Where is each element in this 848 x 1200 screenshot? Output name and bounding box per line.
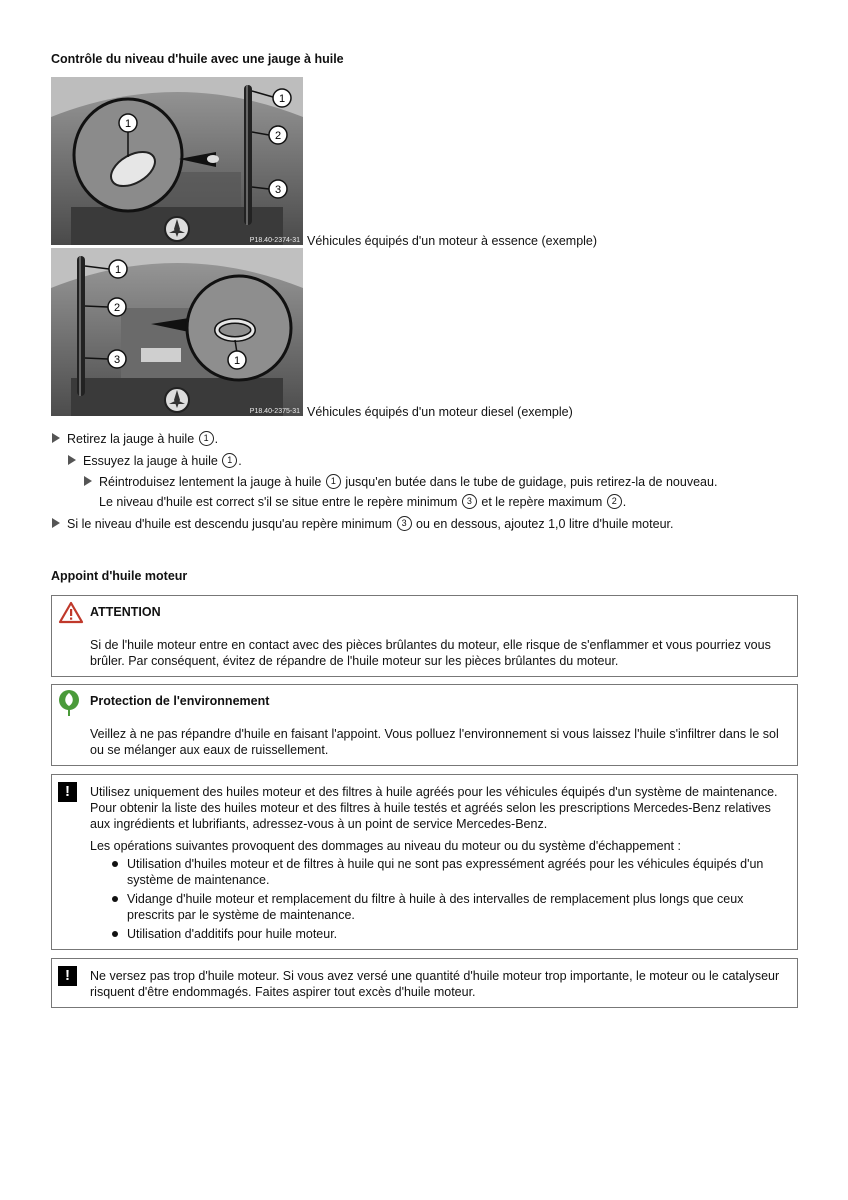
exclamation-icon: ! — [58, 966, 77, 986]
step-3-result — [99, 494, 626, 509]
callout-1-inset: 1 — [233, 355, 241, 367]
callout-ref: 1 — [199, 431, 214, 446]
figure-diesel-engine — [51, 248, 303, 416]
step-text: Le niveau d'huile est correct s'il se situe entre le repère minimum — [99, 495, 461, 509]
environment-text: Veillez à ne pas répandre d'huile en faisant l'appoint. Vous polluez l'environnement si vous laissez l'huile s'infiltrer dans le sol ou se mélanger aux eaux de ruissellement. — [90, 727, 779, 757]
callout-1-inset: 1 — [124, 118, 132, 130]
step-text: et le repère maximum — [477, 495, 606, 509]
step-2 — [68, 453, 242, 468]
attention-box — [51, 595, 798, 677]
engine-illustration — [51, 77, 303, 245]
section-title-refill: Appoint d'huile moteur — [51, 569, 188, 583]
callout-2: 2 — [113, 302, 121, 314]
notice-1-text: Utilisez uniquement des huiles moteur et des filtres à huile agréés pour les véhicules équipés d'un système de maintenance. Pour obtenir la liste des huiles moteur et des filtres à huile testés et agréés selon les prescriptions Mercedes-Benz relatives aux ingrédients et lubrifiants, adressez-vous à un point de service Mercedes-Benz. — [90, 785, 778, 831]
section-title: Contrôle du niveau d'huile avec une jauge à huile — [51, 52, 344, 66]
step-text: Si le niveau d'huile est descendu jusqu'au repère minimum — [67, 517, 396, 531]
figure-petrol-engine — [51, 77, 303, 245]
callout-1: 1 — [114, 264, 122, 276]
notice-1-intro: Les opérations suivantes provoquent des dommages au niveau du moteur ou du système d'échappement : — [90, 839, 681, 853]
callout-ref: 1 — [222, 453, 237, 468]
figure-caption-petrol: Véhicules équipés d'un moteur à essence (exemple) — [307, 234, 598, 248]
callout-ref: 3 — [462, 494, 477, 509]
figure-code: P18.40-2374-31 — [249, 237, 300, 244]
leaf-icon — [58, 689, 80, 717]
callout-ref: 3 — [397, 516, 412, 531]
step-text: jusqu'en butée dans le tube de guidage, puis retirez-la de nouveau. — [341, 475, 718, 489]
callout-ref: 2 — [607, 494, 622, 509]
figure-caption-diesel: Véhicules équipés d'un moteur diesel (exemple) — [307, 405, 573, 419]
step-text: . — [238, 454, 242, 468]
warning-triangle-icon — [58, 601, 84, 624]
notice-1-bullet-1: Utilisation d'huiles moteur et de filtres à huile qui ne sont pas expressément agréés pour les véhicules équipés d'un système de maintenance. — [127, 857, 764, 887]
step-arrow-icon — [84, 476, 92, 486]
notice-1-bullet-2: Vidange d'huile moteur et remplacement du filtre à huile à des intervalles de remplacement plus longs que ceux prescrits par le système de maintenance. — [127, 892, 744, 922]
step-text: Essuyez la jauge à huile — [83, 454, 222, 468]
step-text: . — [622, 495, 627, 509]
step-text: Réintroduisez lentement la jauge à huile — [99, 475, 325, 489]
step-3 — [84, 474, 717, 489]
attention-text: Si de l'huile moteur entre en contact avec des pièces brûlantes du moteur, elle risque de s'enflammer et vous pourriez vous brûler. Par conséquent, évitez de répandre de l'huile moteur sur les pièces brûlantes du moteur. — [90, 638, 771, 668]
engine-illustration — [51, 248, 303, 416]
step-1 — [52, 431, 218, 446]
step-text: . — [214, 432, 219, 446]
environment-title: Protection de l'environnement — [90, 694, 270, 708]
exclamation-icon: ! — [58, 782, 77, 802]
notice-box-1 — [51, 774, 798, 950]
notice-1-bullet-3: Utilisation d'additifs pour huile moteur. — [127, 927, 338, 941]
callout-3: 3 — [274, 184, 282, 196]
callout-2: 2 — [274, 130, 282, 142]
step-arrow-icon — [52, 433, 60, 443]
notice-2-text: Ne versez pas trop d'huile moteur. Si vous avez versé une quantité d'huile moteur trop importante, le moteur ou le catalyseur risquent d'être endommagés. Faites aspirer tout excès d'huile moteur. — [90, 969, 780, 999]
notice-box-2 — [51, 958, 798, 1008]
step-arrow-icon — [52, 518, 60, 528]
step-4 — [52, 516, 673, 531]
callout-3: 3 — [113, 354, 121, 366]
step-text: Retirez la jauge à huile — [67, 432, 198, 446]
step-text: ou en dessous, ajoutez 1,0 litre d'huile moteur. — [412, 517, 674, 531]
callout-1: 1 — [278, 93, 286, 105]
callout-ref: 1 — [326, 474, 341, 489]
environment-box — [51, 684, 798, 766]
step-arrow-icon — [68, 455, 76, 465]
figure-code: P18.40-2375-31 — [249, 408, 300, 415]
attention-title: ATTENTION — [90, 605, 161, 619]
